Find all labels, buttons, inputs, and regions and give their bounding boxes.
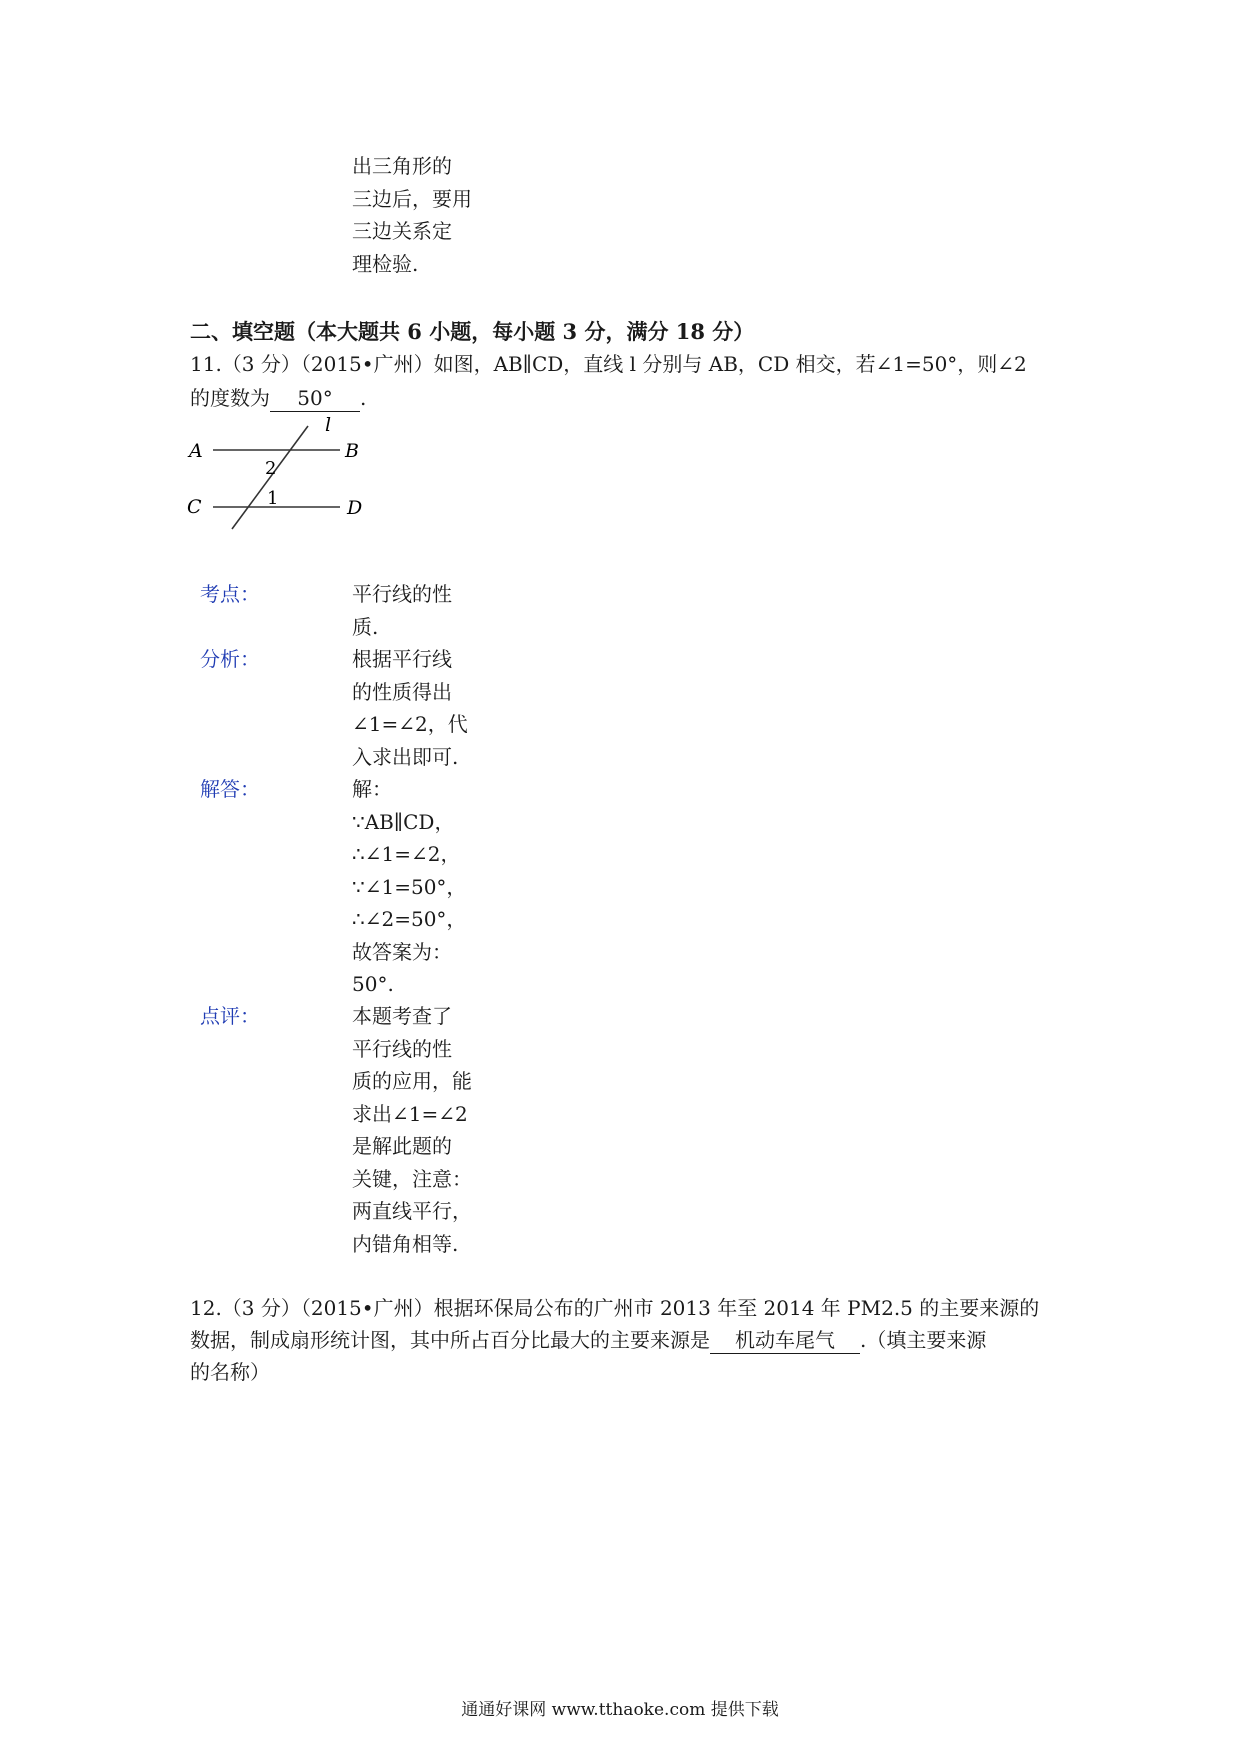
q12-line3: 的名称）: [190, 1360, 270, 1384]
text-line: 解：: [352, 777, 392, 801]
q12-line2: [190, 1324, 986, 1356]
jieda-label: 解答：: [200, 777, 260, 801]
text-line: ∴∠2=50°，: [352, 907, 467, 931]
kaodian-content: [352, 578, 452, 643]
q12-answer-blank: 机动车尾气: [710, 1327, 860, 1354]
text-line: 50°.: [352, 972, 394, 996]
q11-line1: 11.（3 分）（2015•广州）如图，AB∥CD，直线 l 分别与 AB，CD 相交，若∠1=50°，则∠2: [190, 352, 1027, 376]
q12-line1: 12.（3 分）（2015•广州）根据环保局公布的广州市 2013 年至 2014 年 PM2.5 的主要来源的: [190, 1296, 1040, 1320]
text-line: ∠1=∠2，代: [352, 712, 468, 736]
text-line: ∴∠1=∠2，: [352, 842, 461, 866]
text-line: 质的应用，能: [352, 1069, 472, 1093]
text-line: 关键，注意：: [352, 1166, 472, 1191]
text-line: 三边关系定: [352, 219, 452, 243]
text-line: 的性质得出: [352, 679, 452, 704]
q11-suffix: .: [360, 386, 367, 410]
text-line: 平行线的性: [352, 1036, 452, 1061]
q12-prefix: 数据，制成扇形统计图，其中所占百分比最大的主要来源是: [190, 1328, 710, 1352]
label-b: B: [345, 440, 359, 462]
text-line: 内错角相等.: [352, 1231, 459, 1256]
label-l: l: [325, 414, 332, 436]
label-d: D: [347, 497, 363, 519]
fenxi-label: 分析：: [200, 647, 260, 671]
text-line: ∵AB∥CD，: [352, 809, 455, 834]
angle-label-1: 1: [267, 488, 279, 509]
label-a: A: [189, 440, 203, 462]
text-line: 本题考查了: [352, 1004, 452, 1028]
text-line: ∵∠1=50°，: [352, 874, 467, 899]
text-line: 根据平行线: [352, 647, 452, 671]
q11-answer-blank: 50°: [270, 385, 360, 412]
text-line: 入求出即可.: [352, 744, 459, 769]
q11-line2: [190, 382, 366, 414]
text-line: 是解此题的: [352, 1134, 452, 1158]
dianping-content: [352, 1000, 472, 1260]
page-footer: 通通好课网 www.tthaoke.com 提供下载: [461, 1700, 779, 1720]
text-line: 理检验.: [352, 251, 419, 276]
text-line: 三边后，要用: [352, 186, 472, 211]
text-line: 出三角形的: [352, 154, 452, 178]
text-line: 质.: [352, 614, 379, 639]
text-line: 两直线平行，: [352, 1199, 472, 1223]
continued-explanation: [352, 150, 472, 280]
parallel-lines-figure: [185, 412, 375, 537]
dianping-label: 点评：: [200, 1004, 260, 1028]
label-c: C: [187, 496, 202, 518]
fenxi-content: [352, 643, 468, 773]
q11-prefix: 的度数为: [190, 386, 270, 410]
angle-label-2: 2: [265, 458, 277, 479]
section-title: 二、填空题（本大题共 6 小题，每小题 3 分，满分 18 分）: [190, 319, 755, 344]
text-line: 故答案为：: [352, 939, 452, 964]
text-line: 求出∠1=∠2: [352, 1101, 468, 1126]
kaodian-label: 考点：: [200, 582, 260, 606]
text-line: 平行线的性: [352, 582, 452, 606]
jieda-content: [352, 773, 466, 1001]
q12-suffix: .（填主要来源: [860, 1328, 987, 1352]
